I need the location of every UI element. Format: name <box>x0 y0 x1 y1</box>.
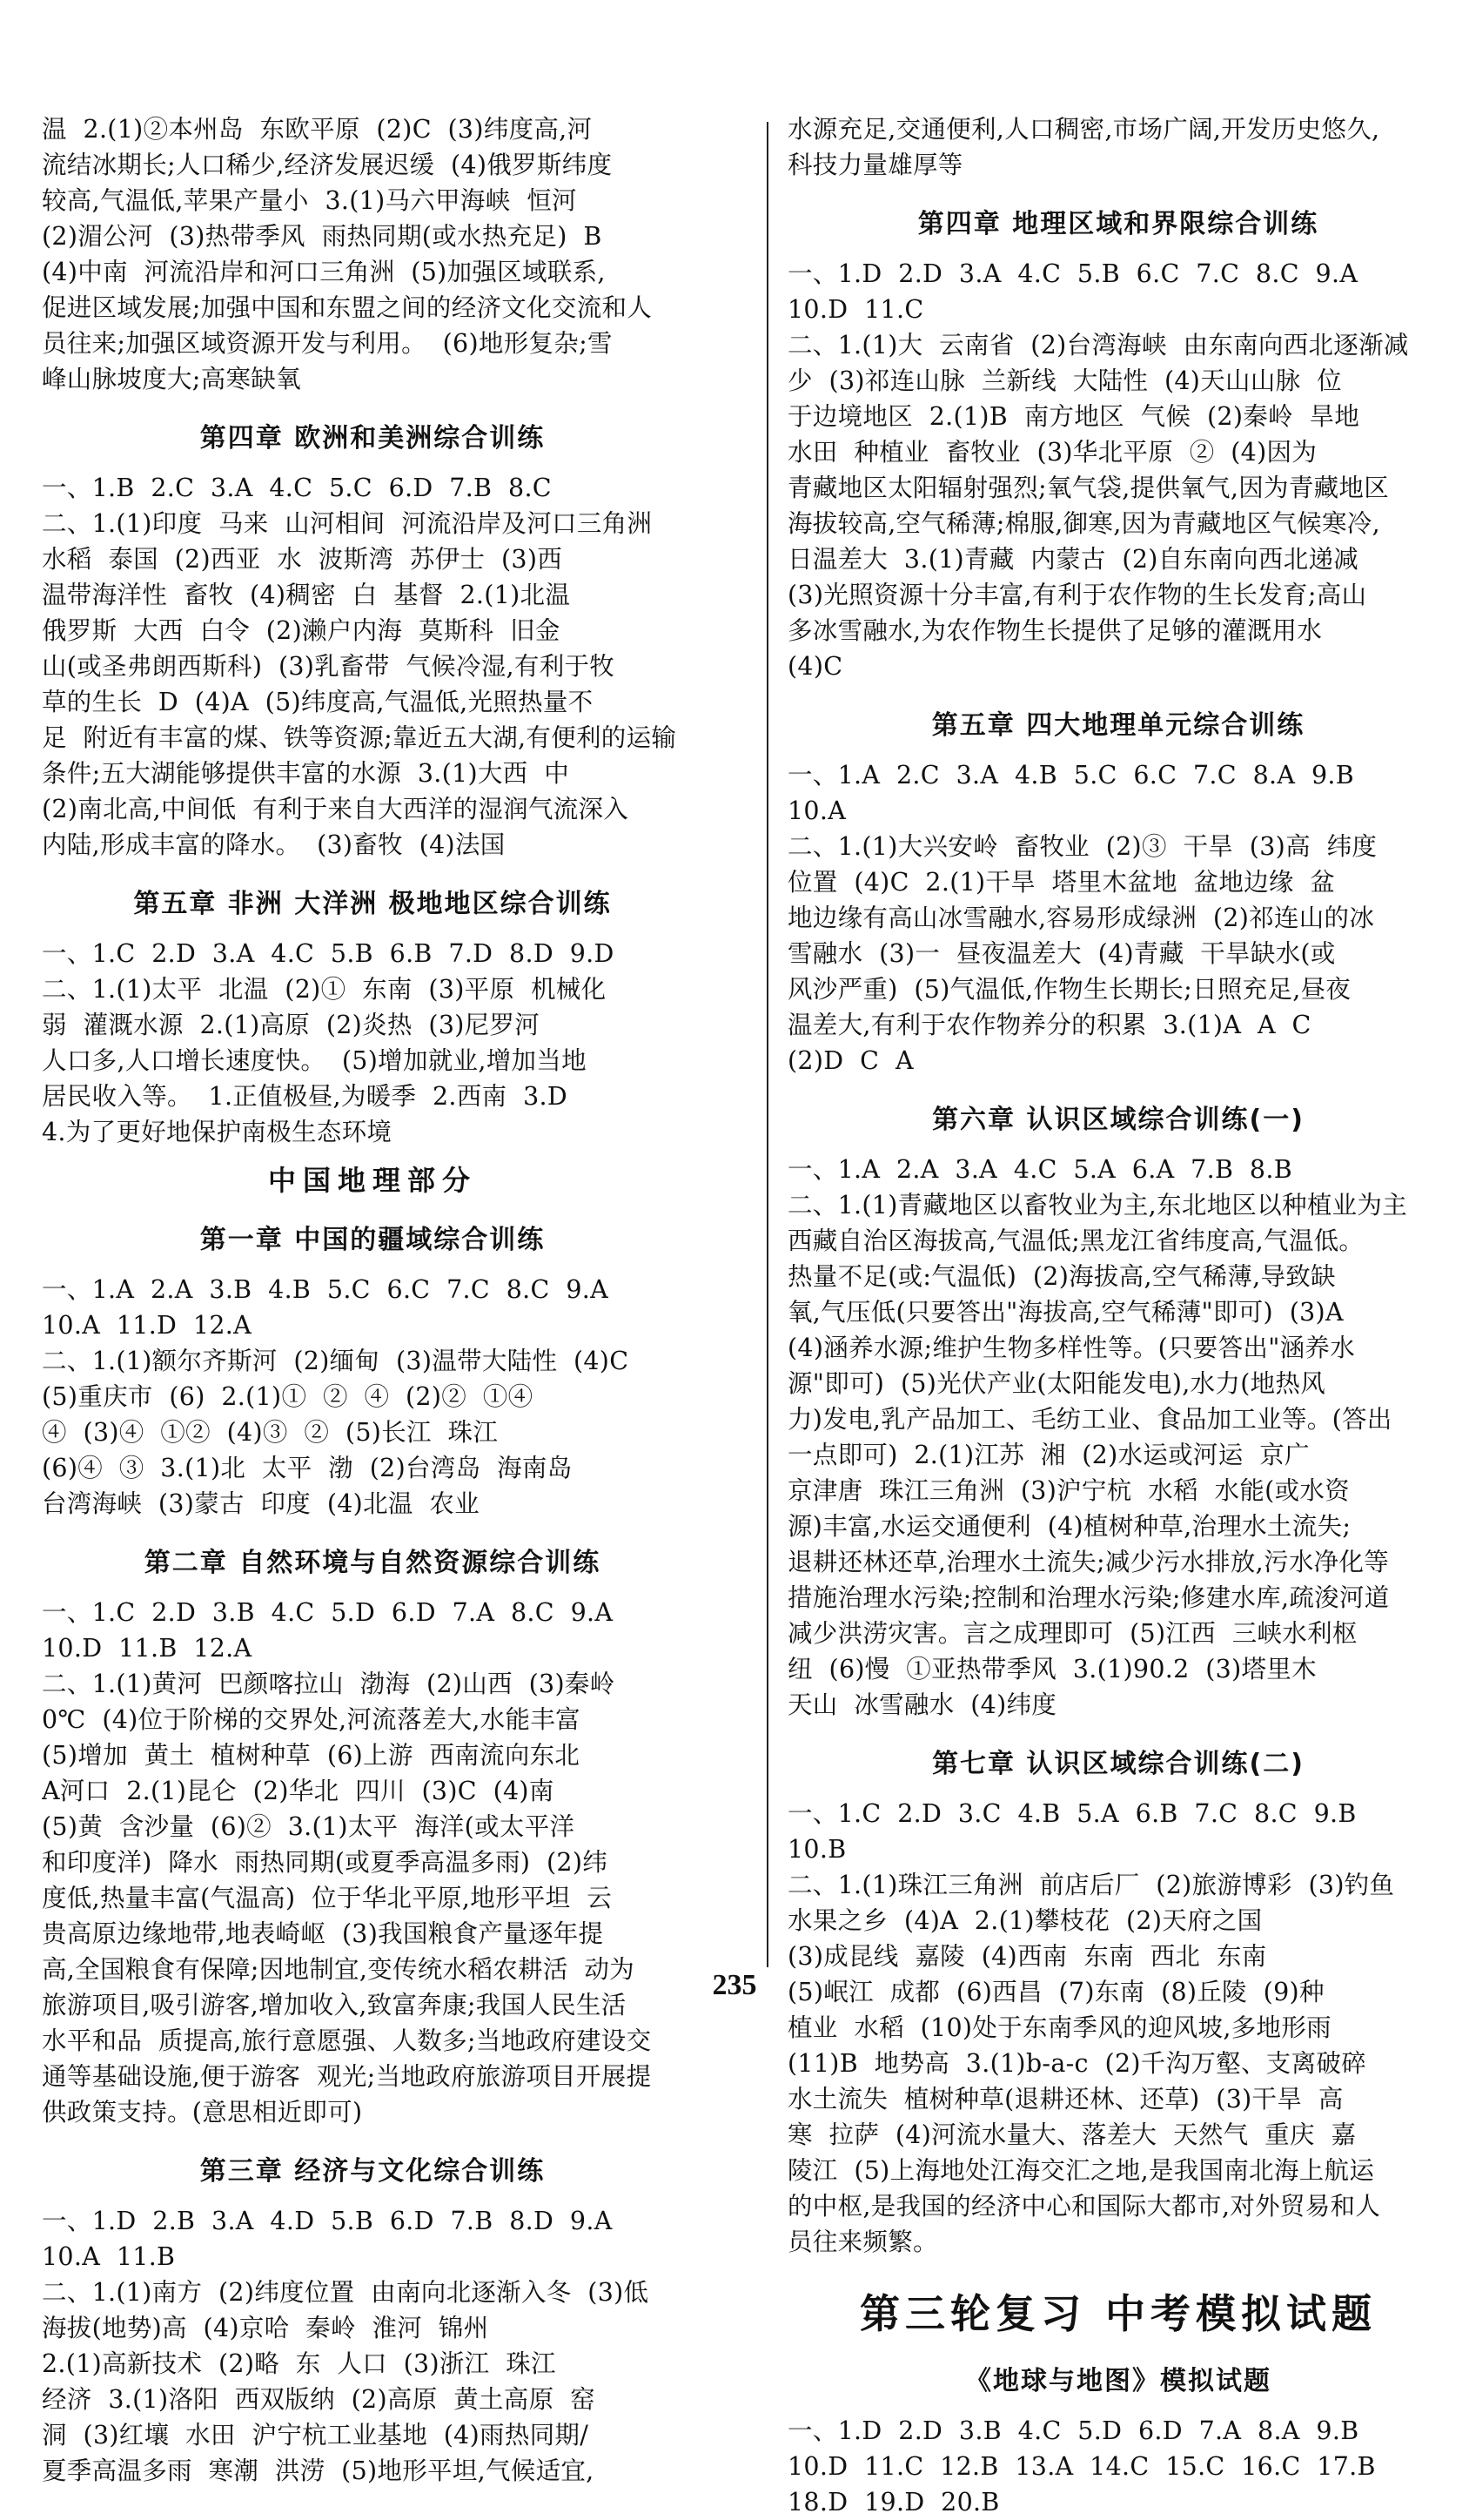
answer-line: 水土流失 植树种草(退耕还林、还草) (3)干旱 高 <box>788 2085 1344 2113</box>
answer-paragraph <box>42 1595 703 2130</box>
answer-line: (3)成昆线 嘉陵 (4)西南 东南 西北 东南 <box>788 1942 1267 1971</box>
answer-line: 弱 灌溉水源 2.(1)高原 (2)炎热 (3)尼罗河 <box>42 1011 540 1039</box>
answer-line: (3)光照资源十分丰富,有利于农作物的生长发育;高山 <box>788 581 1367 609</box>
answer-line: 经济 3.(1)洛阳 西双版纳 (2)高原 黄土高原 窑 <box>42 2385 595 2414</box>
answer-line: 氧,气压低(只要答出"海拔高,空气稀薄"即可) (3)A <box>788 1298 1344 1327</box>
answer-line: (6)④ ③ 3.(1)北 太平 渤 (2)台湾岛 海南岛 <box>42 1454 573 1482</box>
answer-line: 0℃ (4)位于阶梯的交界处,河流落差大,水能丰富 <box>42 1705 580 1734</box>
answer-line: 水果之乡 (4)A 2.(1)攀枝花 (2)天府之国 <box>788 1906 1263 1935</box>
answer-line: 二、1.(1)珠江三角洲 前店后厂 (2)旅游博彩 (3)钓鱼 <box>788 1871 1395 1899</box>
answer-line: 通等基础设施,便于游客 观光;当地政府旅游项目开展提 <box>42 2062 652 2091</box>
answer-line: (2)南北高,中间低 有利于来自大西洋的湿润气流深入 <box>42 795 629 823</box>
answer-line: 水稻 泰国 (2)西亚 水 波斯湾 苏伊士 (3)西 <box>42 545 563 574</box>
answer-paragraph <box>788 256 1449 684</box>
answer-line: 水田 种植业 畜牧业 (3)华北平原 ② (4)因为 <box>788 438 1318 467</box>
answer-line: 西藏自治区海拔高,气温低;黑龙江省纬度高,气温低。 <box>788 1226 1365 1255</box>
answer-paragraph <box>788 1152 1449 1723</box>
answer-line: 二、1.(1)南方 (2)纬度位置 由南向北逐渐入冬 (3)低 <box>42 2278 649 2307</box>
answer-line: A河口 2.(1)昆仑 (2)华北 四川 (3)C (4)南 <box>42 1777 554 1805</box>
answer-line: 二、1.(1)黄河 巴颜喀拉山 渤海 (2)山西 (3)秦岭 <box>42 1670 615 1698</box>
part-heading: 中国地理部分 <box>267 1164 477 1197</box>
answer-line: 一、1.D 2.D 3.B 4.C 5.D 6.D 7.A 8.A 9.B <box>788 2416 1359 2445</box>
answer-line: 热量不足(或:气温低) (2)海拔高,空气稀薄,导致缺 <box>788 1262 1336 1291</box>
answer-line: 流结冰期长;人口稀少,经济发展迟缓 (4)俄罗斯纬度 <box>42 151 613 179</box>
answer-line: 一、1.C 2.D 3.B 4.C 5.D 6.D 7.A 8.C 9.A <box>42 1598 614 1627</box>
answer-line: 一、1.C 2.D 3.A 4.C 5.B 6.B 7.D 8.D 9.D <box>42 939 614 968</box>
answer-line: 一、1.D 2.B 3.A 4.D 5.B 6.D 7.B 8.D 9.A <box>42 2207 613 2235</box>
answer-line: 措施治理水污染;控制和治理水污染;修建水库,疏浚河道 <box>788 1583 1390 1612</box>
answer-line: 台湾海峡 (3)蒙古 印度 (4)北温 农业 <box>42 1489 480 1518</box>
answer-line: 二、1.(1)印度 马来 山河相间 河流沿岸及河口三角洲 <box>42 509 653 538</box>
section-heading: 第五章 非洲 大洋洲 极地地区综合训练 <box>133 889 612 919</box>
answer-line: 水源充足,交通便利,人口稠密,市场广阔,开发历史悠久, <box>788 115 1380 144</box>
answer-line: 二、1.(1)青藏地区以畜牧业为主,东北地区以种植业为主 <box>788 1191 1408 1220</box>
answer-line: 一、1.A 2.A 3.A 4.C 5.A 6.A 7.B 8.B <box>788 1155 1292 1184</box>
answer-line: (5)重庆市 (6) 2.(1)① ② ④ (2)② ①④ <box>42 1382 533 1411</box>
answer-line: (5)增加 黄土 植树种草 (6)上游 西南流向东北 <box>42 1741 580 1770</box>
answer-line: 海拔较高,空气稀薄;棉服,御寒,因为青藏地区气候寒冷, <box>788 509 1380 538</box>
answer-line: 10.A 11.D 12.A <box>42 1311 252 1340</box>
answer-line: 度低,热量丰富(气温高) 位于华北平原,地形平坦 云 <box>42 1884 612 1912</box>
answer-line: 雪融水 (3)一 昼夜温差大 (4)青藏 干旱缺水(或 <box>788 939 1336 968</box>
answer-paragraph <box>42 1272 703 1522</box>
page-number: 235 <box>712 1969 757 2001</box>
answer-line: 较高,气温低,苹果产量小 3.(1)马六甲海峡 恒河 <box>42 186 577 215</box>
answer-line: 10.D 11.C 12.B 13.A 14.C 15.C 16.C 17.B <box>788 2452 1376 2481</box>
answer-line: 寒 拉萨 (4)河流水量大、落差大 天然气 重庆 嘉 <box>788 2120 1357 2149</box>
answer-line: 风沙严重) (5)气温低,作物生长期长;日照充足,昼夜 <box>788 975 1352 1004</box>
answer-line: (4)涵养水源;维护生物多样性等。(只要答出"涵养水 <box>788 1334 1356 1362</box>
answer-line: 海拔(地势)高 (4)京哈 秦岭 淮河 锦州 <box>42 2314 489 2342</box>
answer-line: 高,全国粮食有保障;因地制宜,变传统水稻农耕活 动为 <box>42 1955 634 1984</box>
section-heading: 《地球与地图》模拟试题 <box>965 2366 1271 2396</box>
answer-line: (2)湄公河 (3)热带季风 雨热同期(或水热充足) B <box>42 222 602 251</box>
answer-line: 俄罗斯 大西 白令 (2)濑户内海 莫斯科 旧金 <box>42 616 560 645</box>
answer-line: 一点即可) 2.(1)江苏 湘 (2)水运或河运 京广 <box>788 1441 1310 1469</box>
answer-line: 洞 (3)红壤 水田 沪宁杭工业基地 (4)雨热同期/ <box>42 2421 589 2449</box>
answer-line: 员往来;加强区域资源开发与利用。 (6)地形复杂;雪 <box>42 329 613 358</box>
answer-paragraph <box>788 2413 1449 2520</box>
section-heading: 第六章 认识区域综合训练(一) <box>932 1105 1305 1135</box>
answer-paragraph <box>788 1796 1449 2260</box>
answer-line: 一、1.B 2.C 3.A 4.C 5.C 6.D 7.B 8.C <box>42 474 552 502</box>
answer-line: 10.A <box>788 796 847 825</box>
answer-line: 18.D 19.D 20.B <box>788 2488 1000 2517</box>
answer-line: 植业 水稻 (10)处于东南季风的迎风坡,多地形雨 <box>788 2013 1331 2042</box>
answer-line: 天山 冰雪融水 (4)纬度 <box>788 1690 1057 1719</box>
section-heading: 第七章 认识区域综合训练(二) <box>932 1749 1305 1779</box>
answer-line: 二、1.(1)大兴安岭 畜牧业 (2)③ 干旱 (3)高 纬度 <box>788 832 1378 861</box>
answer-line: 温差大,有利于农作物养分的积累 3.(1)A A C <box>788 1011 1311 1039</box>
section-heading: 第五章 四大地理单元综合训练 <box>931 710 1305 741</box>
answer-line: 京津唐 珠江三角洲 (3)沪宁杭 水稻 水能(或水资 <box>788 1476 1350 1505</box>
answer-line: 水平和品 质提高,旅行意愿强、人数多;当地政府建设交 <box>42 2026 652 2055</box>
answer-line: 力)发电,乳产品加工、毛纺工业、食品加工业等。(答出 <box>788 1405 1392 1434</box>
answer-line: 足 附近有丰富的煤、铁等资源;靠近五大湖,有便利的运输 <box>42 723 677 752</box>
answer-line: 一、1.C 2.D 3.C 4.B 5.A 6.B 7.C 8.C 9.B <box>788 1799 1357 1828</box>
left-column <box>42 111 703 2489</box>
answer-line: 位置 (4)C 2.(1)干旱 塔里木盆地 盆地边缘 盆 <box>788 868 1336 897</box>
answer-paragraph <box>788 757 1449 1079</box>
answer-line: 2.(1)高新技术 (2)略 东 人口 (3)浙江 珠江 <box>42 2349 556 2378</box>
answer-line: 山(或圣弗朗西斯科) (3)乳畜带 气候冷湿,有利于牧 <box>42 652 615 681</box>
answer-line: 陵江 (5)上海地处江海交汇之地,是我国南北海上航运 <box>788 2156 1375 2185</box>
answer-line: 源)丰富,水运交通便利 (4)植树种草,治理水土流失; <box>788 1512 1352 1541</box>
answer-line: 峰山脉坡度大;高寒缺氧 <box>42 365 301 393</box>
answer-line: 员往来频繁。 <box>788 2228 938 2256</box>
right-column <box>788 111 1449 2520</box>
answer-line: (2)D C A <box>788 1046 914 1075</box>
answer-line: 促进区域发展;加强中国和东盟之间的经济文化交流和人 <box>42 293 653 322</box>
answer-line: 一、1.D 2.D 3.A 4.C 5.B 6.C 7.C 8.C 9.A <box>788 259 1358 288</box>
answer-line: 夏季高温多雨 寒潮 洪涝 (5)地形平坦,气候适宜, <box>42 2456 594 2485</box>
answer-line: 于边境地区 2.(1)B 南方地区 气候 (2)秦岭 旱地 <box>788 402 1360 431</box>
answer-line: 10.D 11.C <box>788 295 924 324</box>
answer-line: (4)C <box>788 652 843 681</box>
answer-line: 10.B <box>788 1835 847 1864</box>
section-heading: 第一章 中国的疆域综合训练 <box>199 1225 546 1255</box>
answer-line: 二、1.(1)额尔齐斯河 (2)缅甸 (3)温带大陆性 (4)C <box>42 1347 629 1375</box>
answer-line: 一、1.A 2.C 3.A 4.B 5.C 6.C 7.C 8.A 9.B <box>788 761 1355 790</box>
answer-paragraph <box>42 936 703 1150</box>
answer-line: (5)黄 含沙量 (6)② 3.(1)太平 海洋(或太平洋 <box>42 1812 575 1841</box>
answer-line: (5)岷江 成都 (6)西昌 (7)东南 (8)丘陵 (9)种 <box>788 1978 1325 2006</box>
section-heading: 第四章 欧洲和美洲综合训练 <box>199 423 546 454</box>
answer-line: 青藏地区太阳辐射强烈;氧气袋,提供氧气,因为青藏地区 <box>788 474 1390 502</box>
answer-paragraph <box>42 111 703 397</box>
answer-line: 居民收入等。 1.正值极昼,为暖季 2.西南 3.D <box>42 1082 568 1111</box>
answer-line: 多冰雪融水,为农作物生长提供了足够的灌溉用水 <box>788 616 1323 645</box>
answer-paragraph <box>42 2203 703 2489</box>
answer-line: 草的生长 D (4)A (5)纬度高,气温低,光照热量不 <box>42 688 594 716</box>
answer-line: 人口多,人口增长速度快。 (5)增加就业,增加当地 <box>42 1046 587 1075</box>
answer-line: 10.D 11.B 12.A <box>42 1634 252 1663</box>
answer-line: 少 (3)祁连山脉 兰新线 大陆性 (4)天山山脉 位 <box>788 366 1342 395</box>
answer-line: 纽 (6)慢 ①亚热带季风 3.(1)90.2 (3)塔里木 <box>788 1655 1317 1683</box>
column-divider <box>767 122 768 1967</box>
answer-line: 二、1.(1)太平 北温 (2)① 东南 (3)平原 机械化 <box>42 975 607 1004</box>
answer-line: 科技力量雄厚等 <box>788 151 963 179</box>
answer-line: 退耕还林还草,治理水土流失;减少污水排放,污水净化等 <box>788 1548 1390 1576</box>
section-heading: 第二章 自然环境与自然资源综合训练 <box>144 1548 601 1578</box>
answer-line: 内陆,形成丰富的降水。 (3)畜牧 (4)法国 <box>42 830 506 859</box>
answer-line: 条件;五大湖能够提供丰富的水源 3.(1)大西 中 <box>42 759 570 788</box>
answer-line: 供政策支持。(意思相近即可) <box>42 2098 363 2127</box>
answer-line: (4)中南 河流沿岸和河口三角洲 (5)加强区域联系, <box>42 258 606 286</box>
answer-line: 温带海洋性 畜牧 (4)稠密 白 基督 2.(1)北温 <box>42 581 571 609</box>
answer-paragraph <box>788 111 1449 183</box>
answer-line: 的中枢,是我国的经济中心和国际大都市,对外贸易和人 <box>788 2192 1381 2221</box>
answer-line: 减少洪涝灾害。言之成理即可 (5)江西 三峡水利枢 <box>788 1619 1358 1648</box>
review-heading: 第三轮复习 中考模拟试题 <box>859 2290 1377 2337</box>
answer-line: 10.A 11.B <box>42 2242 176 2271</box>
answer-paragraph <box>42 470 703 863</box>
answer-line: 旅游项目,吸引游客,增加收入,致富奔康;我国人民生活 <box>42 1991 627 2019</box>
answer-line: 二、1.(1)大 云南省 (2)台湾海峡 由东南向西北逐渐减 <box>788 331 1409 360</box>
answer-line: (11)B 地势高 3.(1)b-a-c (2)千沟万壑、支离破碎 <box>788 2049 1366 2078</box>
answer-line: 和印度洋) 降水 雨热同期(或夏季高温多雨) (2)纬 <box>42 1848 608 1877</box>
section-heading: 第四章 地理区域和界限综合训练 <box>917 209 1319 239</box>
answer-line: 4.为了更好地保护南极生态环境 <box>42 1118 392 1146</box>
answer-line: 温 2.(1)②本州岛 东欧平原 (2)C (3)纬度高,河 <box>42 115 593 144</box>
section-heading: 第三章 经济与文化综合训练 <box>199 2156 546 2187</box>
answer-line: 日温差大 3.(1)青藏 内蒙古 (2)自东南向西北递减 <box>788 545 1359 574</box>
answer-line: 地边缘有高山冰雪融水,容易形成绿洲 (2)祁连山的冰 <box>788 904 1375 932</box>
answer-line: 贵高原边缘地带,地表崎岖 (3)我国粮食产量逐年提 <box>42 1919 604 1948</box>
answer-line: ④ (3)④ ①② (4)③ ② (5)长江 珠江 <box>42 1418 499 1447</box>
answer-line: 一、1.A 2.A 3.B 4.B 5.C 6.C 7.C 8.C 9.A <box>42 1275 609 1304</box>
answer-line: 源"即可) (5)光伏产业(太阳能发电),水力(地热风 <box>788 1369 1326 1398</box>
